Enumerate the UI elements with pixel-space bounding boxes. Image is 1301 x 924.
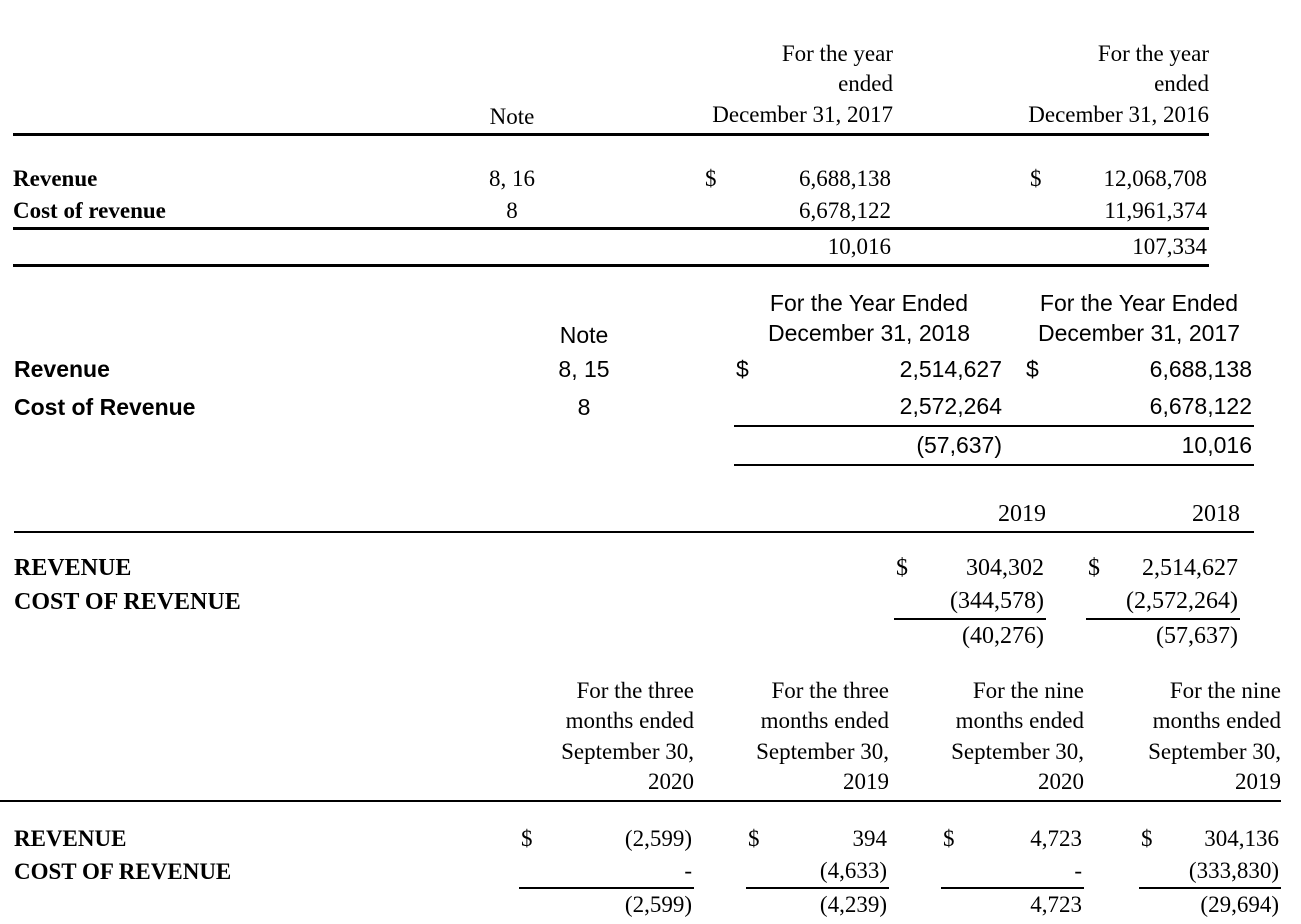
amount-cell: 394 [852,826,887,852]
spacer-cell [694,888,746,921]
header-line: December 31, 2018 [767,320,970,347]
total-amount-cell: (57,637) [1156,622,1238,649]
header-line: For the year [781,41,893,66]
spacer-cell [893,195,1028,229]
income-table-fy2017-fy2016 [13,36,1209,267]
period-header-fy2018 [734,283,1004,351]
table-row [14,532,1254,585]
row-label: REVENUE [14,554,132,581]
spacer-cell [1004,426,1024,465]
period-header-3mo-2020 [344,673,694,801]
amount-cell: 11,961,374 [1104,198,1207,224]
spacer-cell [1028,229,1068,266]
currency-symbol: $ [1141,826,1153,852]
period-header-fy2016 [1028,36,1209,135]
spacer-cell [889,801,941,855]
amount-cell: - [986,855,1084,888]
header-line: 2020 [1038,768,1084,794]
spacer-cell [1004,351,1024,388]
currency-symbol: $ [1026,355,1039,382]
spacer-cell [1139,888,1184,921]
header-line: December 31, 2016 [1028,101,1209,127]
spacer-cell [1240,585,1254,619]
header-line: For the Year Ended [1039,290,1239,317]
header-line: ended [1154,71,1209,97]
currency-symbol: $ [705,166,717,192]
row-label: Cost of Revenue [14,393,196,420]
period-header-2019: 2019 [998,500,1046,527]
spacer-cell [941,855,986,888]
spacer-cell [14,619,664,653]
amount-cell: 2,514,627 [899,355,1002,382]
period-header-3mo-2019 [694,673,889,801]
spacer-cell [664,498,894,532]
header-line: ended [838,71,893,97]
spacer-cell [746,855,791,888]
spacer-cell [1084,855,1139,888]
header-line: For the year [1097,41,1209,66]
header-line: For the nine [1169,677,1281,703]
amount-cell: 12,068,708 [1103,166,1207,192]
total-row [13,229,1209,266]
note-cell: 8, 16 [489,166,535,192]
amount-cell: 6,678,122 [1064,388,1254,426]
total-amount-cell: 10,016 [1064,426,1254,465]
spacer-cell [734,426,779,465]
note-cell: 8 [577,393,591,420]
total-amount-cell: (57,637) [779,426,1004,465]
currency-symbol: $ [943,826,955,852]
spacer-cell [1084,888,1139,921]
currency-symbol: $ [896,554,908,581]
header-line: months ended [955,708,1084,734]
spacer-cell [664,585,894,619]
spacer-cell [545,195,703,229]
spacer-cell [1028,195,1068,229]
spacer-cell [894,585,934,619]
total-amount-cell: 107,334 [1132,234,1207,260]
total-amount-cell: 4,723 [1030,892,1082,918]
spacer-cell [1139,855,1184,888]
spacer-cell [1004,388,1024,426]
amount-cell: 2,572,264 [779,388,1004,426]
header-line: September 30, [951,738,1084,764]
total-amount-cell: (2,599) [624,892,692,918]
spacer-cell [941,888,986,921]
header-line: 2019 [1235,768,1281,794]
header-line: December 31, 2017 [1037,320,1240,347]
header-line: 2019 [843,768,889,794]
spacer-cell [519,855,559,888]
income-table-2019-2018 [14,498,1254,653]
spacer-cell [0,673,344,801]
period-header-9mo-2019 [1084,673,1281,801]
spacer-cell [519,888,559,921]
amount-cell: (2,599) [624,826,692,852]
spacer-cell [14,498,664,532]
spacer-cell [1240,498,1254,532]
period-header-fy2017 [703,36,893,135]
note-column-header: Note [489,104,535,130]
period-header-2018: 2018 [1191,500,1240,527]
currency-symbol: $ [1088,554,1100,581]
header-line: months ended [1152,708,1281,734]
total-row [0,888,1281,921]
header-line: 2020 [648,768,694,794]
row-label: COST OF REVENUE [14,859,232,885]
spacer-cell [434,426,734,465]
table-row [14,388,1254,426]
amount-cell: 6,688,138 [1149,355,1252,382]
spacer-cell [479,229,545,266]
amount-cell: 6,678,122 [799,198,891,224]
header-line: September 30, [1148,738,1281,764]
income-table-q3-ytd-2020-2019 [0,673,1281,921]
period-header-9mo-2020 [889,673,1084,801]
spacer-cell [1086,619,1126,653]
spacer-cell [13,36,479,135]
table-row [14,351,1254,388]
spacer-cell [1084,801,1139,855]
currency-symbol: $ [748,826,760,852]
spacer-cell [734,388,779,426]
currency-symbol: $ [521,826,533,852]
spacer-cell [1046,619,1086,653]
amount-cell: 6,688,138 [799,166,891,192]
total-amount-cell: 10,016 [827,234,891,260]
total-row [14,619,1254,653]
period-header-fy2017 [1024,283,1254,351]
spacer-cell [13,229,479,266]
spacer-cell [664,619,894,653]
total-row [14,426,1254,465]
spacer-cell [1024,388,1064,426]
spacer-cell [664,532,894,585]
table-row [13,195,1209,229]
spacer-cell [344,801,519,855]
amount-cell: (4,633) [791,855,889,888]
spacer-cell [893,135,1028,196]
spacer-cell [1240,532,1254,585]
amount-cell: (2,572,264) [1126,585,1240,619]
spacer-cell [14,283,434,351]
spacer-cell [703,195,743,229]
spacer-cell [1024,426,1064,465]
note-column-header: Note [559,321,609,348]
spacer-cell [1046,532,1086,585]
spacer-cell [703,229,743,266]
amount-cell: 304,136 [1204,826,1279,852]
spacer-cell [0,888,344,921]
row-label: Cost of revenue [13,198,166,224]
header-line: months ended [760,708,889,734]
header-line: December 31, 2017 [712,101,893,127]
row-label: Revenue [14,355,110,382]
row-label: REVENUE [14,826,127,852]
table-row [14,585,1254,619]
spacer-cell [1004,283,1024,351]
spacer-cell [1086,585,1126,619]
amount-cell: 2,514,627 [1141,554,1238,581]
amount-cell: (344,578) [934,585,1046,619]
table-row [0,855,1281,888]
header-line: For the Year Ended [769,290,969,317]
currency-symbol: $ [1030,166,1042,192]
amount-cell: - [559,855,694,888]
spacer-cell [545,36,703,135]
note-cell: 8, 15 [558,355,610,382]
currency-symbol: $ [736,355,749,382]
total-amount-cell: (40,276) [962,622,1044,649]
header-line: months ended [565,708,694,734]
table-row [0,801,1281,855]
amount-cell: (333,830) [1184,855,1281,888]
spacer-cell [889,888,941,921]
spacer-cell [1046,585,1086,619]
header-line: September 30, [561,738,694,764]
total-amount-cell: (4,239) [819,892,887,918]
spacer-cell [344,888,519,921]
spacer-cell [893,229,1028,266]
header-line: For the nine [972,677,1084,703]
row-label: COST OF REVENUE [14,588,241,615]
spacer-cell [545,135,703,196]
spacer-cell [1046,498,1086,532]
total-amount-cell: (29,694) [1200,892,1279,918]
spacer-cell [344,855,519,888]
income-table-fy2018-fy2017 [14,283,1254,466]
note-cell: 8 [506,198,518,224]
spacer-cell [545,229,703,266]
spacer-cell [889,855,941,888]
spacer-cell [893,36,1028,135]
amount-cell: 304,302 [966,554,1044,581]
header-line: For the three [576,677,694,703]
spacer-cell [694,801,746,855]
amount-cell: 4,723 [1030,826,1082,852]
spacer-cell [14,426,434,465]
spacer-cell [1240,619,1254,653]
table-row [13,135,1209,196]
header-line: September 30, [756,738,889,764]
row-label: Revenue [13,166,98,192]
spacer-cell [894,619,934,653]
header-line: For the three [771,677,889,703]
spacer-cell [694,855,746,888]
spacer-cell [746,888,791,921]
